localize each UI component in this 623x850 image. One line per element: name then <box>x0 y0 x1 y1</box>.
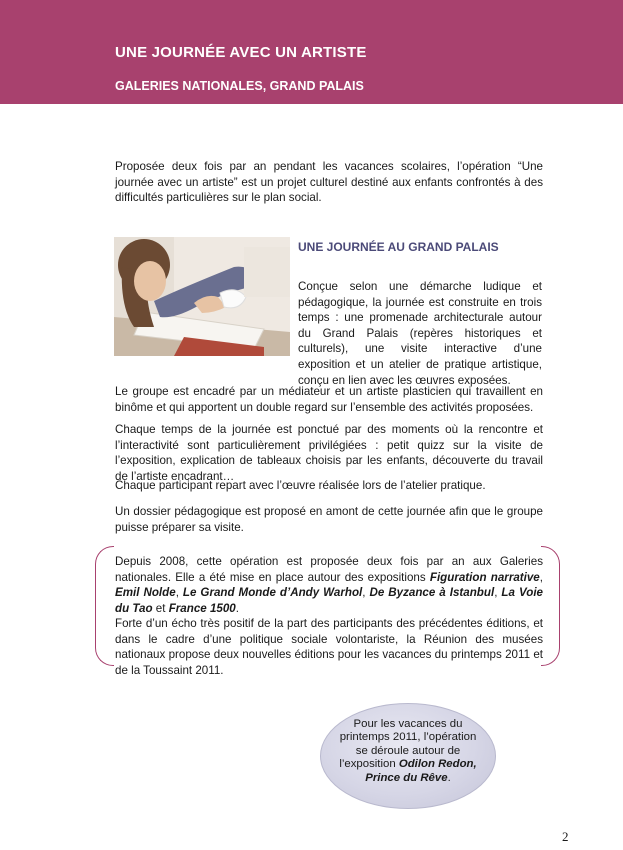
box-bracket-left <box>95 546 114 666</box>
page-header <box>0 0 623 104</box>
paragraph-dossier: Un dossier pédagogique est proposé en amont de cette journée afin que le groupe puisse préparer sa visite. <box>115 505 543 534</box>
intro-paragraph: Proposée deux fois par an pendant les vacances scolaires, l’opération “Une journée avec un artiste” est un projet culturel destiné aux enfants confrontés à des difficultés particulières sur le plan social. <box>115 160 543 205</box>
separator: . <box>235 601 239 615</box>
paragraph-team: Le groupe est encadré par un médiateur et un artiste plasticien qui travaillent en binôme et qui apportent un double regard sur l’ensemble des activités proposées. <box>115 385 543 414</box>
page-subtitle: GALERIES NATIONALES, GRAND PALAIS <box>115 79 364 93</box>
callout-exhibition: Odilon Redon, Prince du Rêve <box>365 758 477 784</box>
exhibition-name: Emil Nolde <box>115 586 176 600</box>
paragraph-artwork: Chaque participant repart avec l’œuvre réalisée lors de l’atelier pratique. <box>115 479 486 492</box>
callout-body: Pour les vacances du printemps 2011, l’opération se déroule autour de l’exposition <box>339 718 477 771</box>
section-paragraph: Conçue selon une démarche ludique et pédagogique, la journée est construite en trois temps : une promenade architecturale autour du Grand Palais (repères historiques et culturels), une visite interactive d’une exposition et un atelier de pratique artistique, conçu en lien avec les œuvres exposées. <box>298 280 542 387</box>
history-paragraph <box>115 554 543 616</box>
photo-illustration <box>114 237 290 356</box>
exhibition-name: France 1500 <box>168 601 236 615</box>
history-intro-text: Depuis 2008, cette opération est proposée deux fois par an aux Galeries nationales. Elle a été mise en place autour des expositions <box>115 555 543 584</box>
callout-ellipse <box>320 703 496 809</box>
paragraph-schedule: Chaque temps de la journée est ponctué par des moments où la rencontre et l’interactivité sont particulièrement privilégiées : petit quizz sur la visite de l’exposition, explication de tableaux choisis par les enfants, découverte du travail de l’artiste encadrant… <box>115 423 543 483</box>
exhibition-name: De Byzance à Istanbul <box>369 586 495 600</box>
child-painting-photo <box>114 237 290 356</box>
separator: , <box>539 570 543 584</box>
box-bracket-right <box>541 546 560 666</box>
separator: , <box>494 586 502 600</box>
editions-paragraph: Forte d’un écho très positif de la part des participants des précédentes éditions, et dans le cadre d’une politique sociale volontariste, la Réunion des musées nationaux propose deux nouvelles éditions pour les vacances du printemps 2011 et de la Toussaint 2011. <box>115 617 543 677</box>
separator: , <box>175 586 183 600</box>
page-number: 2 <box>562 829 569 844</box>
separator: et <box>152 601 169 615</box>
callout-text <box>335 718 481 785</box>
exhibition-name: Figuration narrative <box>429 570 540 584</box>
callout-end: . <box>447 771 451 784</box>
separator: , <box>362 586 370 600</box>
exhibition-name: La Voie du Tao <box>115 586 543 615</box>
section-title: UNE JOURNÉE AU GRAND PALAIS <box>298 240 499 254</box>
page-title: UNE JOURNÉE AVEC UN ARTISTE <box>115 44 367 61</box>
exhibition-name: Le Grand Monde d’Andy Warhol <box>182 586 363 600</box>
